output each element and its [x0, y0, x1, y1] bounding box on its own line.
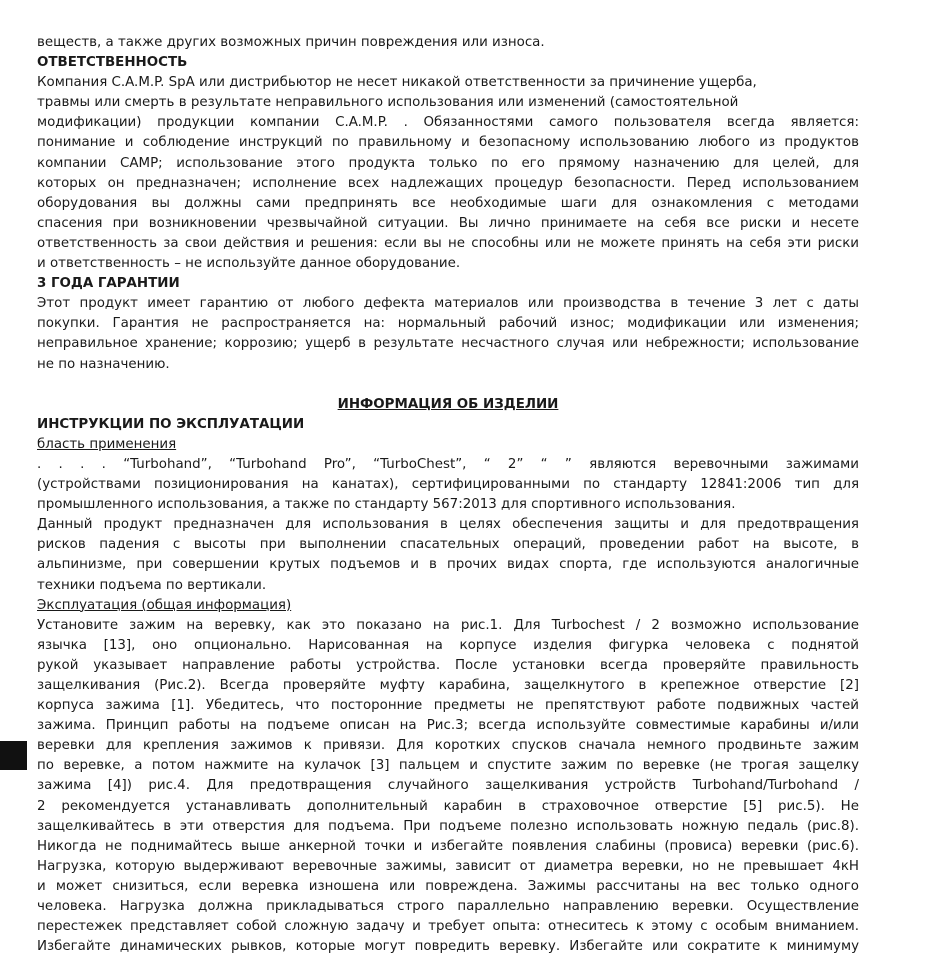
text-line: оборудования вы должны сами предпринять все необходимые шаги для ознакомления с методами: [37, 195, 859, 211]
text-line: защелкивания (Рис.2). Всегда проверяйте муфту карабина, защелкнутого в крепежное отверстие [2]: [37, 678, 859, 693]
text-line: которых он предназначен; исполнение всех надлежащих процедур безопасности. Перед использованием: [37, 175, 859, 191]
text-line: зажима [4]) рис.4. Для предотвращения случайного защелкивания устройств Turbohand/Turbohand /: [37, 778, 859, 794]
page-edge-tab: [0, 741, 27, 770]
text-line: Компания C.A.M.P. SpA или дистрибьютор не несет никакой ответственности за причинение ущерба,: [37, 75, 757, 91]
text-line: [37, 375, 859, 395]
text-line: . . . . “Turbohand”, “Turbohand Pro”, “TurboChest”, “ 2” “ ” являются веревочными зажимами: [37, 456, 859, 472]
document-page: [37, 33, 859, 957]
text-line: Этот продукт имеет гарантию от любого дефекта материалов или производства в течение 3 лет с даты: [37, 296, 859, 312]
text-line: Избегайте динамических рывков, которые могут повредить веревку. Избегайте или сократите к минимуму: [37, 939, 859, 955]
heading-line: ИНСТРУКЦИИ ПО ЭКСПЛУАТАЦИИ: [37, 416, 305, 432]
text-line: рукой указывает направление работы устройства. После установки всегда проверяйте правильность: [37, 657, 859, 673]
subheading-line: бласть применения: [37, 436, 177, 452]
text-line: спасения при возникновении чрезвычайной ситуации. Вы лично принимаете на себя все риски и несете: [37, 215, 859, 231]
text-line: веществ, а также других возможных причин повреждения или износа.: [37, 35, 545, 50]
text-line: модификации) продукции компании C.A.M.P. . Обязанностями самого пользователя всегда является:: [37, 115, 859, 131]
text-line: и ответственность – не используйте данное оборудование.: [37, 256, 461, 272]
subheading-line: Эксплуатация (общая информация): [37, 597, 292, 613]
text-line: Установите зажим на веревку, как это показано на рис.1. Для Turbochest / 2 возможно использование: [37, 617, 859, 633]
text-line: неправильное хранение; коррозию; ущерб в результате несчастного случая или небрежности; использование: [37, 336, 859, 352]
text-line: компании CAMP; использование этого продукта только по его прямому назначению для целей, для: [37, 155, 859, 171]
text-line: (устройствами позиционирования на канатах), сертифицированными по стандарту 12841:2006 тип для: [37, 477, 859, 493]
text-line: язычка [13], оно опционально. Нарисованная на корпусе изделия фигурка человека с поднятой: [37, 637, 859, 653]
text-line: Нагрузка, которую выдерживают веревочные зажимы, зависит от диаметра веревки, но не превышает 4кН: [37, 858, 859, 874]
heading-line: 3 ГОДА ГАРАНТИИ: [37, 276, 180, 292]
text-line: корпуса зажима [1]. Убедитесь, что посторонние предметы не препятствуют работе подвижных частей: [37, 698, 859, 714]
heading-line: ИНФОРМАЦИЯ ОБ ИЗДЕЛИИ: [337, 396, 559, 412]
text-line: альпинизме, при совершении крутых подъемов и в прочих видах спорта, где используются аналогичные: [37, 557, 859, 573]
text-line: по веревке, а потом нажмите на кулачок [3] пальцем и спустите зажим по веревке (не трогая защелку: [37, 758, 859, 774]
heading-line: ОТВЕТСТВЕННОСТЬ: [37, 55, 188, 71]
text-line: не по назначению.: [37, 356, 170, 372]
text-line: человека. Нагрузка должна прикладываться строго параллельно направлению веревки. Осуществление: [37, 899, 859, 915]
text-line: зажима. Принцип работы на подъеме описан на Рис.3; всегда используйте совместимые карабины и/или: [37, 718, 859, 734]
text-line: веревки для крепления зажимов к привязи. Для коротких спусков сначала немного продвиньте зажим: [37, 738, 859, 754]
text-line: техники подъема по вертикали.: [37, 577, 267, 593]
text-line: Данный продукт предназначен для использования в целях обеспечения защиты и для предотвращения: [37, 517, 859, 533]
text-line: рисков падения с высоты при выполнении спасательных операций, проведении работ на высоте, в: [37, 537, 859, 553]
text-line: травмы или смерть в результате неправильного использования или изменений (самостоятельной: [37, 95, 739, 111]
text-line: перестежек представляет собой сложную задачу и требует опыта: отнеситесь к этому с особым вниманием.: [37, 919, 859, 935]
text-line: понимание и соблюдение инструкций по правильному и безопасному использованию любого из продуктов: [37, 135, 859, 151]
text-line: защелкивайтесь в эти отверстия для подъема. При подъеме полезно использовать ножную педаль (рис.8).: [37, 818, 859, 834]
text-line: ответственность за свои действия и решения: если вы не способны или не можете принять на себя эти риски: [37, 235, 859, 251]
text-line: и может снизиться, если веревка изношена или повреждена. Зажимы рассчитаны на вес только одного: [37, 878, 859, 894]
text-line: покупки. Гарантия не распространяется на: нормальный рабочий износ; модификации или изменения;: [37, 316, 859, 332]
text-line: Никогда не поднимайтесь выше анкерной точки и избегайте появления слабины (провиса) веревки (рис.6).: [37, 838, 859, 854]
text-line: промышленного использования, а также по стандарту 567:2013 для спортивного использования.: [37, 497, 736, 513]
text-line: 2 рекомендуется устанавливать дополнительный карабин в страховочное отверстие [5] рис.5). Не: [37, 798, 859, 814]
